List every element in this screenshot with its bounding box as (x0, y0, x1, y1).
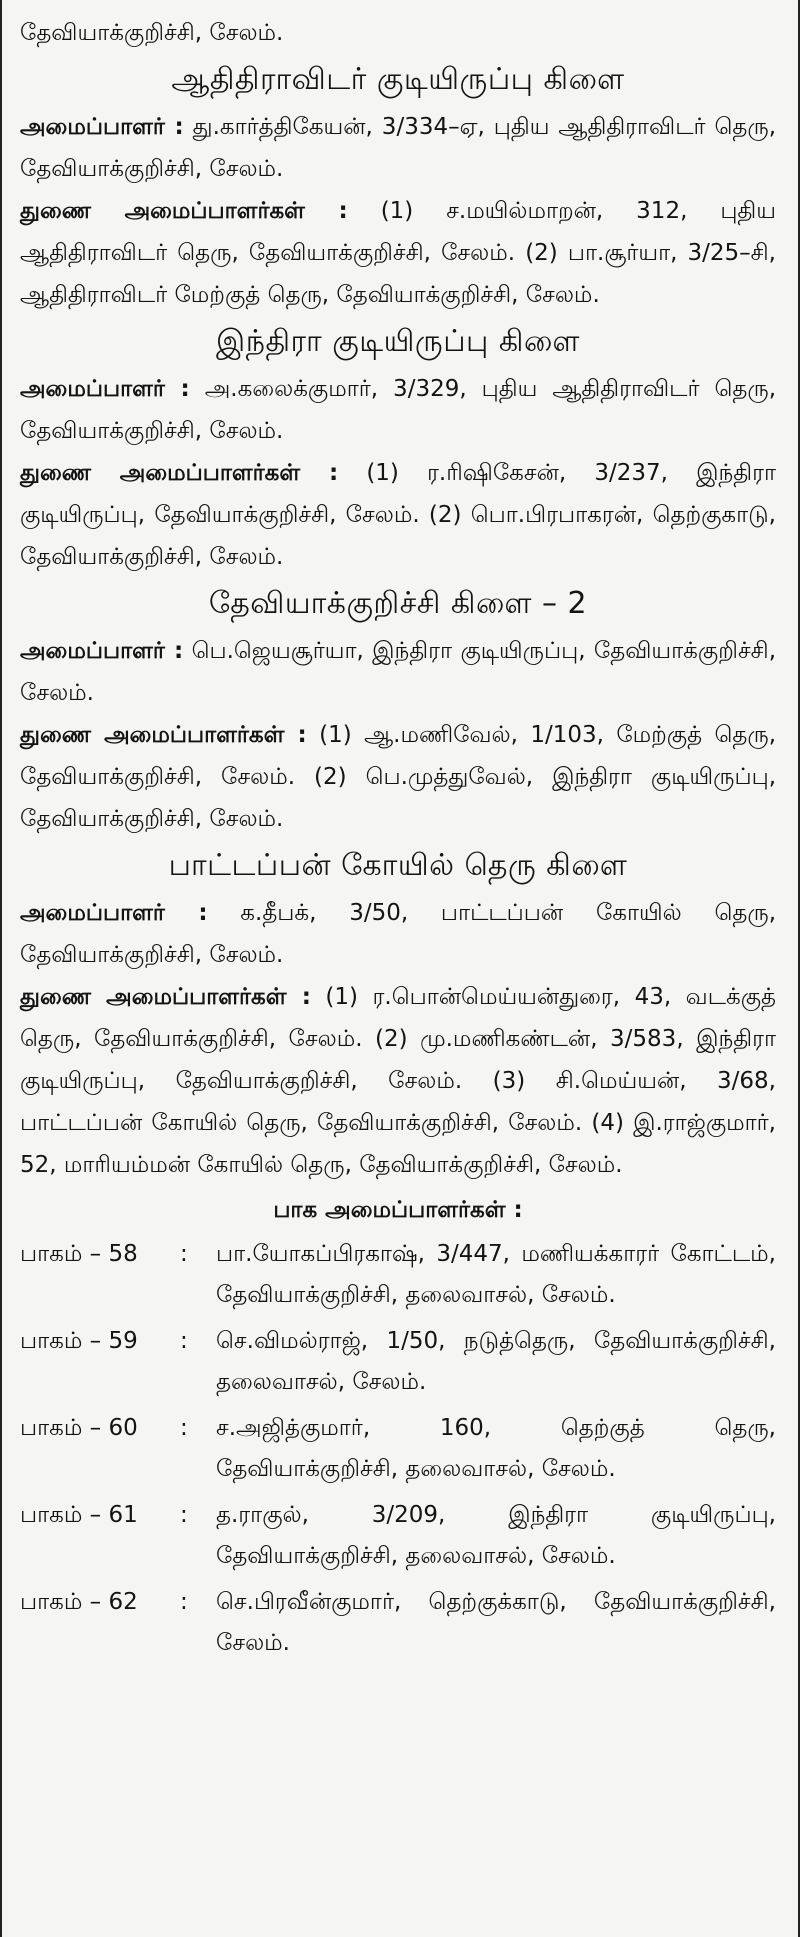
organizer-text: பெ.ஜெயசூர்யா, இந்திரா குடியிருப்பு, தேவியாக்குறிச்சி, சேலம். (20, 638, 776, 706)
booth-number: பாகம் – 60 (20, 1415, 138, 1441)
booth-row (20, 1408, 776, 1490)
deputy-text: (1) ர.ரிஷிகேசன், 3/237, இந்திரா குடியிருப்பு, தேவியாக்குறிச்சி, சேலம். (2) பொ.பிரபாகரன், தெற்குகாடு, தேவியாக்குறிச்சி, சேலம். (20, 460, 776, 570)
booth-details: ச.அஜித்குமார், 160, தெற்குத் தெரு, தேவியாக்குறிச்சி, தலைவாசல், சேலம். (216, 1415, 776, 1482)
booth-number: பாகம் – 61 (20, 1502, 138, 1528)
deputy-label: துணை அமைப்பாளர்கள் : (20, 460, 339, 486)
booth-colon: : (180, 1589, 188, 1615)
deputy-text: (1) ஆ.மணிவேல், 1/103, மேற்குத் தெரு, தேவியாக்குறிச்சி, சேலம். (2) பெ.முத்துவேல், இந்திரா குடியிருப்பு, தேவியாக்குறிச்சி, சேலம். (20, 722, 777, 832)
booth-row (20, 1234, 776, 1316)
booth-colon: : (180, 1502, 188, 1528)
deputy-text: (1) ச.மயில்மாறன், 312, புதிய ஆதிதிராவிடர் தெரு, தேவியாக்குறிச்சி, சேலம். (2) பா.சூர்யா, 3/25–சி, ஆதிதிராவிடர் மேற்குத் தெரு, தேவியாக்குறிச்சி, சேலம். (20, 198, 776, 308)
organizer-paragraph (20, 106, 776, 190)
booth-details: த.ராகுல், 3/209, இந்திரா குடியிருப்பு, தேவியாக்குறிச்சி, தலைவாசல், சேலம். (216, 1502, 776, 1569)
booth-row (20, 1495, 776, 1577)
deputy-paragraph (20, 190, 776, 316)
organizer-label: அமைப்பாளர் : (20, 376, 190, 402)
organizer-label: அமைப்பாளர் : (20, 638, 184, 664)
organizer-paragraph (20, 630, 776, 714)
intro-line: தேவியாக்குறிச்சி, சேலம். (20, 20, 284, 46)
organizer-text: து.கார்த்திகேயன், 3/334–ஏ, புதிய ஆதிதிராவிடர் தெரு, தேவியாக்குறிச்சி, சேலம். (20, 114, 777, 182)
booth-organizers-heading: பாக அமைப்பாளர்கள் : (273, 1197, 523, 1223)
booth-number: பாகம் – 58 (20, 1241, 138, 1267)
booth-number: பாகம் – 62 (20, 1589, 138, 1615)
booth-details: பா.யோகப்பிரகாஷ், 3/447, மணியக்காரர் கோட்டம், தேவியாக்குறிச்சி, தலைவாசல், சேலம். (216, 1241, 776, 1308)
booth-colon: : (180, 1241, 188, 1267)
deputy-paragraph (20, 714, 776, 840)
organizer-label: அமைப்பாளர் : (20, 900, 208, 926)
deputy-label: துணை அமைப்பாளர்கள் : (20, 198, 348, 224)
section-heading: இந்திரா குடியிருப்பு கிளை (216, 324, 580, 359)
section-heading: ஆதிதிராவிடர் குடியிருப்பு கிளை (171, 62, 625, 97)
booth-row (20, 1321, 776, 1403)
section-heading: பாட்டப்பன் கோயில் தெரு கிளை (168, 848, 628, 883)
organizer-label: அமைப்பாளர் : (20, 114, 184, 140)
organizer-paragraph (20, 892, 776, 976)
booth-colon: : (180, 1415, 188, 1441)
booth-details: செ.பிரவீன்குமார், தெற்குக்காடு, தேவியாக்குறிச்சி, சேலம். (216, 1589, 776, 1656)
organizer-paragraph (20, 368, 776, 452)
booth-row (20, 1582, 776, 1664)
deputy-text: (1) ர.பொன்மெய்யன்துரை, 43, வடக்குத் தெரு, தேவியாக்குறிச்சி, சேலம். (2) மு.மணிகண்டன், 3/583, இந்திரா குடியிருப்பு, தேவியாக்குறிச்சி, சேலம். (3) சி.மெய்யன், 3/68, பாட்டப்பன் கோயில் தெரு, தேவியாக்குறிச்சி, சேலம். (4) இ.ராஜ்குமார், 52, மாரியம்மன் கோயில் தெரு, தேவியாக்குறிச்சி, சேலம். (20, 984, 777, 1178)
organizer-text: அ.கலைக்குமார், 3/329, புதிய ஆதிதிராவிடர் தெரு, தேவியாக்குறிச்சி, சேலம். (20, 376, 776, 444)
deputy-paragraph (20, 452, 776, 578)
deputy-label: துணை அமைப்பாளர்கள் : (20, 984, 311, 1010)
deputy-paragraph (20, 976, 776, 1186)
booth-colon: : (180, 1328, 188, 1354)
booth-details: செ.விமல்ராஜ், 1/50, நடுத்தெரு, தேவியாக்குறிச்சி, தலைவாசல், சேலம். (216, 1328, 776, 1395)
deputy-label: துணை அமைப்பாளர்கள் : (20, 722, 307, 748)
section-heading: தேவியாக்குறிச்சி கிளை – 2 (208, 586, 588, 621)
booth-number: பாகம் – 59 (20, 1328, 138, 1354)
organizer-text: க.தீபக், 3/50, பாட்டப்பன் கோயில் தெரு, தேவியாக்குறிச்சி, சேலம். (20, 900, 777, 968)
